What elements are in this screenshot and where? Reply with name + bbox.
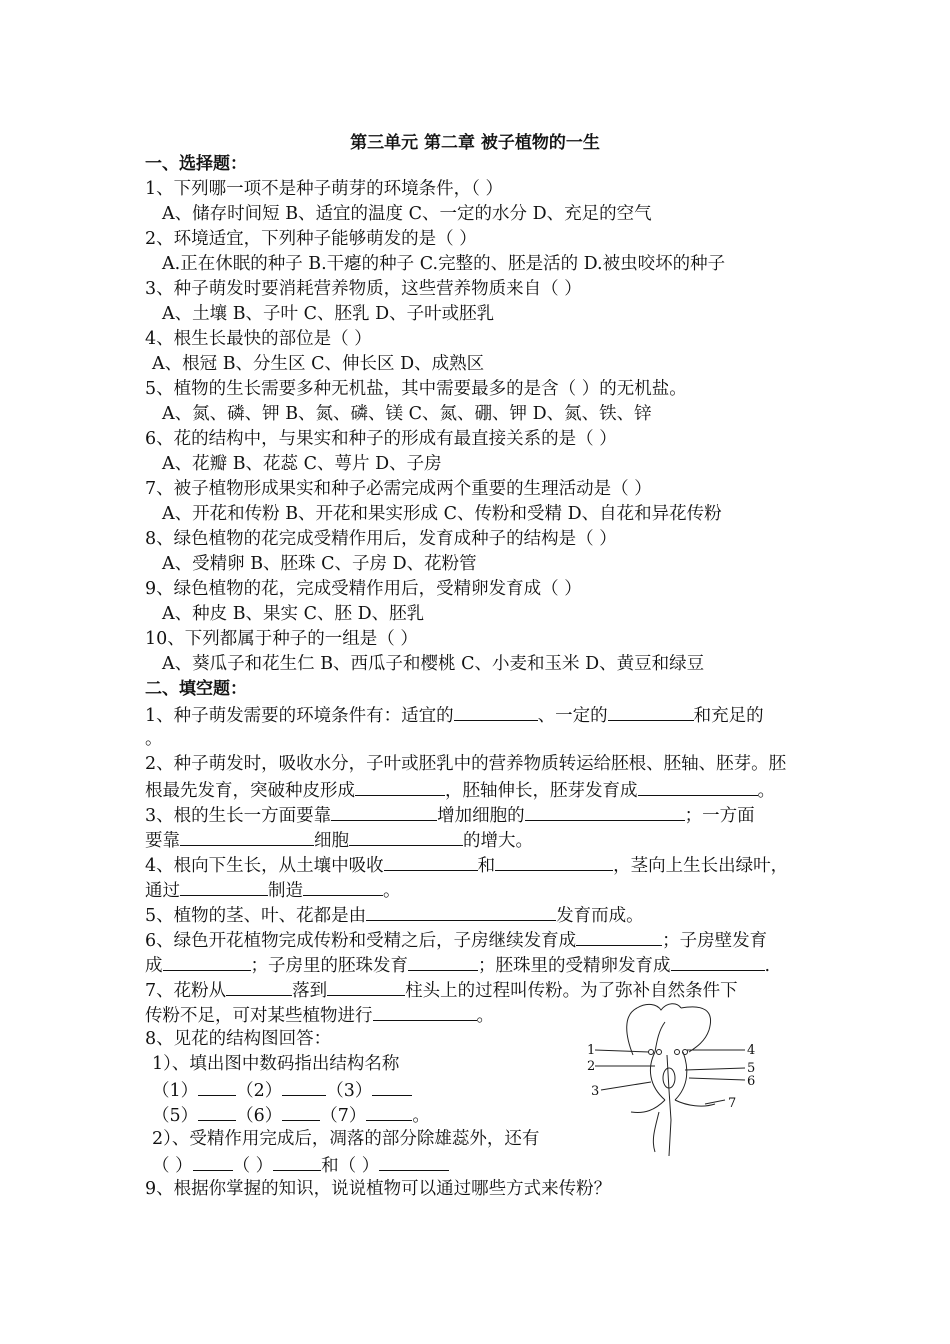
ovary-right-wall: [675, 1052, 687, 1100]
question-6: 6、花的结构中，与果实和种子的形成有最直接关系的是（ ）: [145, 429, 617, 449]
leader-line-6: [689, 1078, 745, 1080]
question-7: 7、被子植物形成果实和种子必需完成两个重要的生理活动是（ ）: [145, 479, 652, 499]
fill-1-end: 。: [145, 729, 163, 749]
answer-blank[interactable]: [373, 1002, 477, 1021]
section-choice-heading: 一、选择题：: [145, 154, 247, 174]
fill-8-sub-1: 1）、填出图中数码指出结构名称: [152, 1054, 400, 1074]
answer-blank[interactable]: [366, 902, 556, 921]
answer-blank[interactable]: [408, 952, 478, 971]
answer-blank[interactable]: [576, 927, 662, 946]
fill-3-line-1: 3、根的生长一方面要靠 增加细胞的 ；一方面: [145, 802, 755, 829]
answer-blank[interactable]: [638, 777, 758, 796]
answer-blank[interactable]: [180, 827, 314, 846]
answer-blank[interactable]: [198, 1102, 236, 1121]
anther-mark: [675, 1050, 680, 1055]
answer-blank[interactable]: [163, 952, 251, 971]
fill-8-row-3: （ ） （ ） 和（ ）: [152, 1152, 449, 1179]
leader-line-1: [595, 1050, 649, 1052]
answer-blank[interactable]: [384, 852, 478, 871]
fill-4-line-1: 4、根向下生长，从土壤中吸收 和 ，茎向上生长出绿叶，: [145, 852, 788, 879]
petal-outline-left: [627, 1008, 637, 1055]
fill-6-line-2: 成 ；子房里的胚珠发育 ；胚珠里的受精卵发育成 .: [145, 952, 770, 979]
fill-7-line-1: 7、花粉从 落到 柱头上的过程叫传粉。为了弥补自然条件下: [145, 977, 738, 1004]
diagram-label-2: 2: [587, 1059, 596, 1074]
question-4: 4、根生长最快的部位是（ ）: [145, 329, 372, 349]
answer-blank[interactable]: [331, 802, 437, 821]
diagram-label-6: 6: [747, 1074, 756, 1089]
answer-blank[interactable]: [372, 1077, 412, 1096]
flower-structure-diagram: [585, 1000, 785, 1160]
question-10-options: A、葵瓜子和花生仁 B、西瓜子和樱桃 C、小麦和玉米 D、黄豆和绿豆: [162, 654, 705, 674]
fill-8-row-1: （1） （2） （3）: [152, 1077, 412, 1104]
answer-blank[interactable]: [282, 1102, 320, 1121]
answer-blank[interactable]: [525, 802, 685, 821]
question-7-options: A、开花和传粉 B、开花和果实形成 C、传粉和受精 D、自花和异花传粉: [162, 504, 722, 524]
question-1: 1、下列哪一项不是种子萌芽的环境条件，（ ）: [145, 179, 503, 199]
question-3: 3、种子萌发时要消耗营养物质，这些营养物质来自（ ）: [145, 279, 582, 299]
answer-blank[interactable]: [454, 702, 538, 721]
answer-blank[interactable]: [671, 952, 765, 971]
stamen-filament-left: [655, 1022, 665, 1052]
petal-outline-right: [681, 1007, 711, 1052]
fill-5: 5、植物的茎、叶、花都是由 发育而成。: [145, 902, 644, 929]
answer-blank[interactable]: [303, 877, 383, 896]
fill-2-line-1: 2、种子萌发时，吸收水分，子叶或胚乳中的营养物质转运给胚根、胚轴、胚芽。胚: [145, 754, 787, 774]
question-3-options: A、土壤 B、子叶 C、胚乳 D、子叶或胚乳: [162, 304, 495, 324]
fill-6-line-1: 6、绿色开花植物完成传粉和受精之后，子房继续发育成 ；子房壁发育: [145, 927, 767, 954]
leader-line-5: [685, 1068, 745, 1070]
diagram-label-5: 5: [747, 1061, 756, 1076]
fill-1: 1、种子萌发需要的环境条件有：适宜的 、一定的 和充足的: [145, 702, 764, 729]
question-2-options: A.正在休眠的种子 B.干瘪的种子 C.完整的、胚是活的 D.被虫咬坏的种子: [162, 254, 726, 274]
fill-7-line-2: 传粉不足，可对某些植物进行 。: [145, 1002, 494, 1029]
answer-blank[interactable]: [327, 977, 405, 996]
fill-3-line-2: 要靠 细胞 的增大。: [145, 827, 533, 854]
question-9: 9、绿色植物的花，完成受精作用后，受精卵发育成（ ）: [145, 579, 582, 599]
answer-blank[interactable]: [495, 852, 613, 871]
question-8-options: A、受精卵 B、胚珠 C、子房 D、花粉管: [162, 554, 477, 574]
petal-top-outline: [637, 1004, 681, 1010]
question-1-options: A、储存时间短 B、适宜的温度 C、一定的水分 D、充足的空气: [162, 204, 652, 224]
question-10: 10、下列都属于种子的一组是（ ）: [145, 629, 418, 649]
fill-9: 9、根据你掌握的知识，说说植物可以通过哪些方式来传粉？: [145, 1179, 612, 1199]
answer-blank[interactable]: [366, 1102, 412, 1121]
question-4-options: A、根冠 B、分生区 C、伸长区 D、成熟区: [152, 354, 485, 374]
fill-2-line-2: 根最先发育，突破种皮形成 ，胚轴伸长，胚芽发育成 。: [145, 777, 775, 804]
diagram-label-3: 3: [591, 1084, 600, 1099]
answer-blank[interactable]: [608, 702, 694, 721]
section-fill-heading: 二、填空题：: [145, 679, 247, 699]
leader-line-7: [705, 1100, 725, 1104]
question-5-options: A、氮、磷、钾 B、氮、磷、镁 C、氮、硼、钾 D、氮、铁、锌: [162, 404, 652, 424]
fill-8-row-2: （5） （6） （7） 。: [152, 1102, 430, 1129]
question-8: 8、绿色植物的花完成受精作用后，发育成种子的结构是（ ）: [145, 529, 617, 549]
question-2: 2、环境适宜，下列种子能够萌发的是（ ）: [145, 229, 477, 249]
fill-8-sub-2: 2）、受精作用完成后，凋落的部分除雄蕊外，还有: [152, 1129, 540, 1149]
receptacle-line: [653, 1112, 659, 1152]
answer-blank[interactable]: [273, 1152, 321, 1171]
answer-blank[interactable]: [193, 1152, 233, 1171]
anther-mark: [649, 1050, 654, 1055]
question-6-options: A、花瓣 B、花蕊 C、萼片 D、子房: [162, 454, 442, 474]
fill-8: 8、见花的结构图回答：: [145, 1029, 332, 1049]
answer-blank[interactable]: [282, 1077, 326, 1096]
diagram-label-7: 7: [728, 1096, 737, 1111]
diagram-label-4: 4: [747, 1043, 756, 1058]
diagram-label-1: 1: [587, 1043, 596, 1058]
anther-mark: [657, 1050, 662, 1055]
page-title: 第三单元 第二章 被子植物的一生: [350, 133, 600, 153]
answer-blank[interactable]: [180, 877, 268, 896]
answer-blank[interactable]: [349, 827, 463, 846]
answer-blank[interactable]: [198, 1077, 236, 1096]
answer-blank[interactable]: [226, 977, 292, 996]
stem: [667, 1055, 671, 1156]
leader-line-3: [601, 1082, 651, 1090]
answer-blank[interactable]: [379, 1152, 449, 1171]
sepal-left: [631, 1100, 665, 1113]
question-5: 5、植物的生长需要多种无机盐，其中需要最多的是含（ ）的无机盐。: [145, 379, 687, 399]
answer-blank[interactable]: [355, 777, 445, 796]
fill-4-line-2: 通过 制造 。: [145, 877, 401, 904]
question-9-options: A、种皮 B、果实 C、胚 D、胚乳: [162, 604, 425, 624]
